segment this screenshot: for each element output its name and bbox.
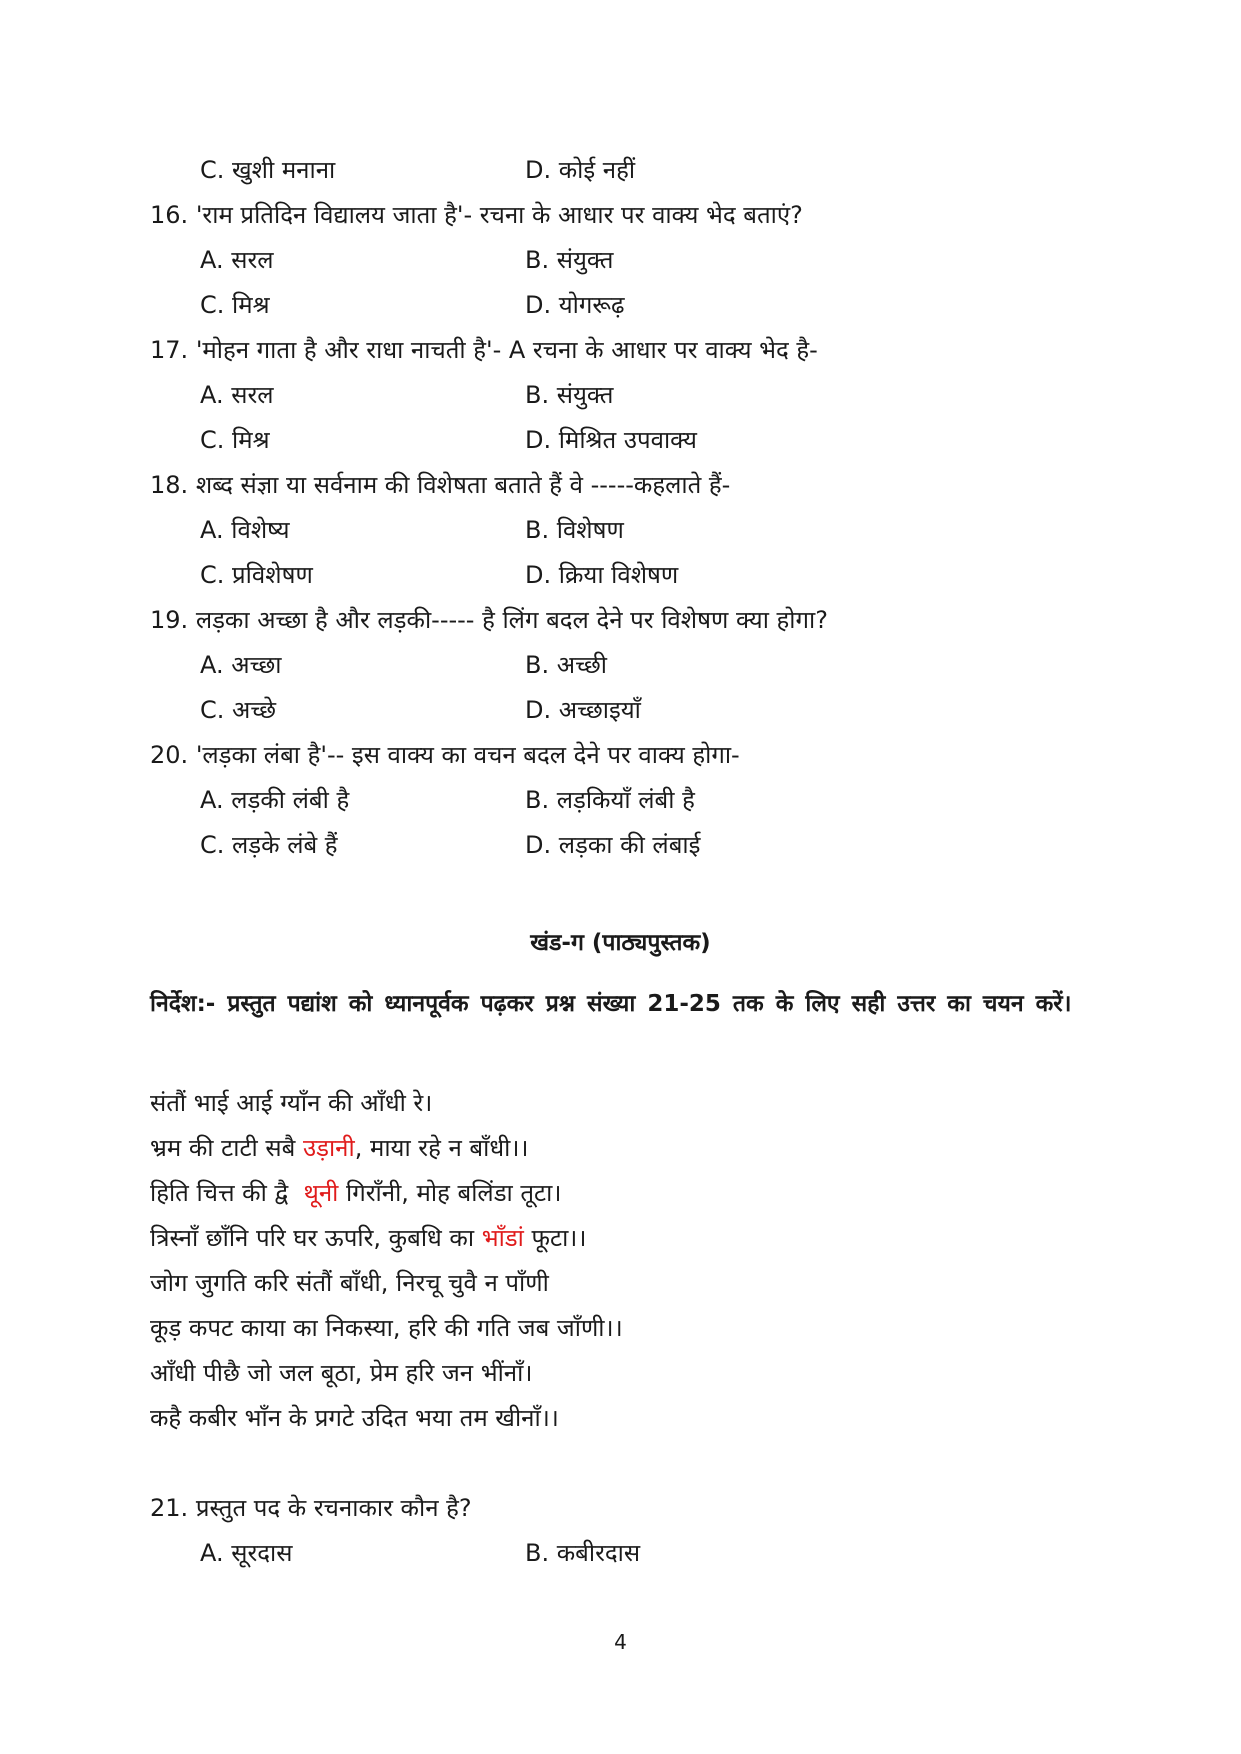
highlighted-word: भाँडां	[481, 1224, 524, 1252]
option-text: सरल	[231, 381, 274, 409]
option-text: सूरदास	[231, 1539, 293, 1567]
option-b	[525, 514, 624, 546]
question-number: 19.	[150, 606, 189, 634]
section-heading: खंड-ग (पाठ्यपुस्तक)	[530, 930, 711, 956]
poem-line-2	[150, 1132, 529, 1164]
question-number: 21.	[150, 1494, 189, 1522]
option-label: C.	[200, 561, 225, 589]
question-number: 16.	[150, 201, 189, 229]
option-text: विशेषण	[556, 516, 624, 544]
option-label: A.	[200, 516, 224, 544]
option-label: D.	[525, 291, 552, 319]
poem-text: हिति चित्त की द्वै	[150, 1179, 304, 1207]
option-a	[200, 649, 281, 681]
option-label: C.	[200, 831, 225, 859]
option-d	[525, 829, 700, 861]
option-text: खुशी मनाना	[232, 156, 336, 184]
option-text: अच्छी	[556, 651, 607, 679]
option-text: मिश्रित उपवाक्य	[558, 426, 697, 454]
option-label: C.	[200, 156, 225, 184]
option-text: अच्छा	[231, 651, 282, 679]
poem-line-5: जोग जुगति करि संतौं बाँधी, निरचू चुवै न पाँणी	[150, 1269, 549, 1297]
question-text: 'मोहन गाता है और राधा नाचती है'- A रचना के आधार पर वाक्य भेद है-	[195, 336, 818, 364]
option-label: B.	[525, 1539, 550, 1567]
option-text: कोई नहीं	[558, 156, 636, 184]
poem-line-6: कूड़ कपट काया का निकस्या, हरि की गति जब जाँणी।।	[150, 1314, 623, 1342]
question-21	[150, 1492, 472, 1524]
option-text: मिश्र	[232, 426, 270, 454]
option-text: मिश्र	[232, 291, 270, 319]
poem-text: गिराँनी, मोह बलिंडा तूटा।	[338, 1179, 562, 1207]
option-text: संयुक्त	[556, 246, 614, 274]
poem-text: भ्रम की टाटी सबै	[150, 1134, 303, 1162]
highlighted-word: उड़ानी	[302, 1134, 355, 1162]
question-19	[150, 604, 828, 636]
option-c	[200, 559, 313, 591]
option-c	[200, 289, 270, 321]
poem-line-7: आँधी पीछै जो जल बूठा, प्रेम हरि जन भींनाँ।	[150, 1359, 533, 1387]
option-a	[200, 514, 290, 546]
option-a	[200, 379, 274, 411]
option-label: B.	[525, 786, 550, 814]
option-label: C.	[200, 696, 225, 724]
option-label: D.	[525, 696, 552, 724]
option-text: प्रविशेषण	[232, 561, 313, 589]
option-text: कबीरदास	[556, 1539, 641, 1567]
question-17	[150, 334, 818, 366]
option-c	[200, 694, 276, 726]
option-label: B.	[525, 381, 550, 409]
question-number: 17.	[150, 336, 189, 364]
page-number: 4	[614, 1630, 627, 1654]
option-text: विशेष्य	[231, 516, 290, 544]
question-20	[150, 739, 740, 771]
poem-line-4	[150, 1222, 587, 1254]
section-instruction: निर्देश:- प्रस्तुत पद्यांश को ध्यानपूर्वक पढ़कर प्रश्न संख्या 21-25 तक के लिए सही उत्तर का चयन करें।	[150, 991, 1072, 1017]
option-text: अच्छाइयाँ	[558, 696, 641, 724]
question-18	[150, 469, 730, 501]
option-b	[525, 784, 695, 816]
question-number: 18.	[150, 471, 189, 499]
option-c	[200, 829, 338, 861]
option-label: B.	[525, 246, 550, 274]
poem-line-8: कहै कबीर भाँन के प्रगटे उदित भया तम खीनाँ।।	[150, 1404, 559, 1432]
option-text: संयुक्त	[556, 381, 614, 409]
option-a	[200, 784, 349, 816]
option-label: B.	[525, 651, 550, 679]
question-text: प्रस्तुत पद के रचनाकार कौन है?	[195, 1494, 472, 1522]
question-text: 'लड़का लंबा है'-- इस वाक्य का वचन बदल देने पर वाक्य होगा-	[195, 741, 740, 769]
question-16	[150, 199, 803, 231]
option-text: सरल	[231, 246, 274, 274]
option-d	[525, 694, 641, 726]
option-label: D.	[525, 426, 552, 454]
option-label: D.	[525, 831, 552, 859]
poem-text: , माया रहे न बाँधी।।	[354, 1134, 529, 1162]
option-d	[525, 289, 625, 321]
option-d	[525, 424, 697, 456]
option-text: लड़का की लंबाई	[558, 831, 701, 859]
option-label: D.	[525, 156, 552, 184]
option-d	[525, 559, 678, 591]
option-label: A.	[200, 1539, 224, 1567]
option-text: क्रिया विशेषण	[558, 561, 679, 589]
option-label: B.	[525, 516, 550, 544]
option-label: A.	[200, 381, 224, 409]
poem-text: फूटा।।	[523, 1224, 587, 1252]
question-number: 20.	[150, 741, 189, 769]
option-a	[200, 1537, 293, 1569]
option-b	[525, 379, 613, 411]
option-label: D.	[525, 561, 552, 589]
option-label: C.	[200, 291, 225, 319]
question-text: 'राम प्रतिदिन विद्यालय जाता है'- रचना के आधार पर वाक्य भेद बताएं?	[195, 201, 803, 229]
option-b	[525, 649, 607, 681]
poem-line-1: संतौं भाई आई ग्याँन की आँधी रे।	[150, 1089, 433, 1117]
option-label: A.	[200, 786, 224, 814]
option-c	[200, 154, 335, 186]
option-text: लड़की लंबी है	[231, 786, 350, 814]
option-a	[200, 244, 274, 276]
highlighted-word: थूनी	[303, 1179, 339, 1207]
poem-text: त्रिस्नाँ छाँनि परि घर ऊपरि, कुबधि का	[150, 1224, 482, 1252]
option-label: A.	[200, 651, 224, 679]
option-text: लड़के लंबे हैं	[232, 831, 338, 859]
question-text: लड़का अच्छा है और लड़की----- है लिंग बदल देने पर विशेषण क्या होगा?	[195, 606, 828, 634]
option-text: लड़कियाँ लंबी है	[556, 786, 695, 814]
option-b	[525, 1537, 640, 1569]
option-label: C.	[200, 426, 225, 454]
option-text: योगरूढ़	[558, 291, 625, 319]
poem-line-3	[150, 1177, 561, 1209]
option-b	[525, 244, 613, 276]
question-text: शब्द संज्ञा या सर्वनाम की विशेषता बताते हैं वे -----कहलाते हैं-	[195, 471, 731, 499]
option-c	[200, 424, 270, 456]
option-d	[525, 154, 635, 186]
option-text: अच्छे	[232, 696, 277, 724]
option-label: A.	[200, 246, 224, 274]
